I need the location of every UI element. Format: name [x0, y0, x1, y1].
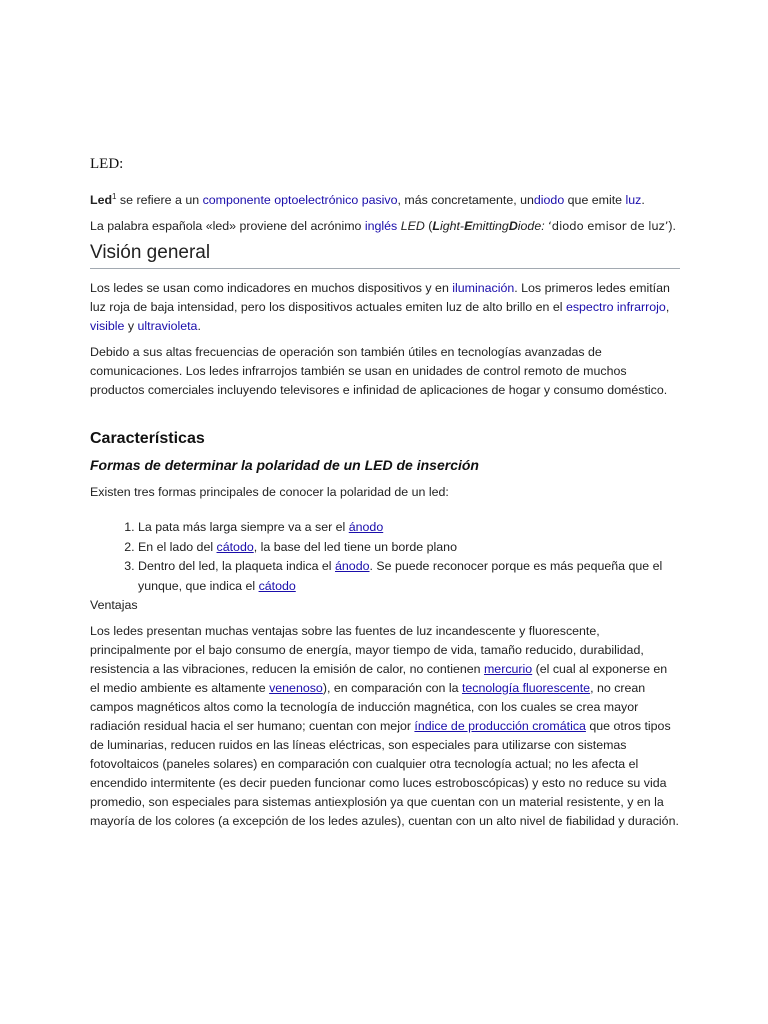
vision-paragraph-1	[90, 279, 680, 336]
intro-paragraph-1	[90, 191, 680, 210]
document-title: LED:	[90, 156, 124, 172]
link-anodo[interactable]: ánodo	[335, 559, 370, 573]
list-item	[138, 518, 680, 538]
letter-d: D	[508, 219, 518, 233]
text: .	[641, 193, 645, 207]
heading-vision-general: Visión general	[90, 242, 680, 269]
polaridad-intro: Existen tres formas principales de conocer la polaridad de un led:	[90, 485, 449, 499]
text: ight-	[439, 219, 465, 233]
letter-l: L	[432, 219, 440, 233]
text: . Se puede reconocer porque es más pequeña que el yunque, que indica el	[138, 559, 663, 593]
text: En el lado del	[138, 539, 217, 554]
link-luz[interactable]: luz	[625, 193, 642, 207]
text: (	[424, 219, 433, 233]
text: ), en comparación con la	[322, 681, 462, 695]
vision-paragraph-2: Debido a sus altas frecuencias de operación son también útiles en tecnologías avanzadas de comunicaciones. Los ledes infrarrojos también se usan en unidades de control remoto de muchos productos comerciales incluyendo televisores e infinidad de aplicaciones de hogar y consumo doméstico.	[90, 345, 668, 397]
gloss: ‘diodo emisor de luz’	[548, 219, 669, 233]
intro-paragraph-2	[90, 217, 680, 236]
heading-caracteristicas: Características	[90, 430, 205, 447]
link-tecnologia-fluorescente[interactable]: tecnología fluorescente	[461, 681, 591, 695]
link-ultravioleta[interactable]: ultravioleta	[137, 319, 198, 333]
polaridad-list	[90, 518, 680, 596]
link-visible[interactable]: visible	[90, 319, 125, 333]
link-diodo[interactable]: diodo	[533, 193, 565, 207]
text: . Los primeros ledes emitían luz roja de baja intensidad, pero los dispositivos actuales emiten luz de alto brillo en el	[90, 281, 670, 314]
text: , más concretamente, un	[397, 193, 534, 207]
text: y	[124, 319, 138, 333]
term-led: Led	[90, 193, 113, 207]
text: , la base del led tiene un borde plano	[253, 539, 457, 554]
text: .	[197, 319, 201, 333]
subheading-polaridad: Formas de determinar la polaridad de un LED de inserción	[90, 457, 479, 473]
text: , no crean campos magnéticos altos como la tecnología de inducción magnética, con los cuales se crea mayor radiación residual hacia el ser humano; cuentan con mejor	[90, 681, 646, 733]
link-ingles[interactable]: inglés	[364, 219, 398, 233]
link-componente-optoelectronico[interactable]: componente optoelectrónico pasivo	[202, 193, 398, 207]
text: La palabra española «led» proviene del acrónimo	[90, 219, 365, 233]
acronym-led: LED	[400, 219, 425, 233]
list-item	[138, 538, 680, 558]
ventajas-label: Ventajas	[90, 598, 138, 612]
link-catodo[interactable]: cátodo	[258, 578, 296, 593]
text: ).	[668, 219, 676, 233]
text: Los ledes presentan muchas ventajas sobre las fuentes de luz incandescente y fluorescente, principalmente por el bajo consumo de energía, mayor tiempo de vida, tamaño reducido, durabilidad, resistencia a las vibraciones, reducen la emisión de calor, no contienen	[90, 624, 644, 676]
link-mercurio[interactable]: mercurio	[483, 662, 533, 676]
text: que emite	[564, 193, 626, 207]
link-indice-produccion-cromatica[interactable]: índice de producción cromática	[414, 719, 586, 733]
text: que otros tipos de luminarias, reducen ruidos en las líneas eléctricas, son especiales para utilizarse con sistemas fotovoltaicos (paneles solares) en comparación con cualquier otra tecnología actual; no les afecta el encendido intermitente (es decir pueden funcionar como luces estroboscópicas) y esto no reduce su vida promedio, son especiales para sistemas antiexplosión ya que cuentan con un material resistente, y en la mayoría de los colores (a excepción de los ledes azules), cuentan con un alto nivel de fiabilidad y duración.	[90, 719, 679, 828]
list-item	[138, 557, 680, 596]
text: (el cual al exponerse en el medio ambiente es altamente	[90, 662, 668, 695]
text: mitting	[472, 219, 509, 233]
text: se refiere a un	[116, 193, 203, 207]
text: ,	[665, 300, 670, 314]
text: Los ledes se usan como indicadores en muchos dispositivos y en	[90, 281, 453, 295]
text: La pata más larga siempre va a ser el	[138, 520, 349, 534]
link-catodo[interactable]: cátodo	[216, 539, 254, 554]
link-anodo[interactable]: ánodo	[348, 520, 384, 534]
link-venenoso[interactable]: venenoso	[269, 681, 323, 695]
ventajas-paragraph	[90, 622, 680, 831]
letter-e: E	[464, 219, 473, 233]
reference-1[interactable]: 1	[112, 191, 117, 201]
text: Dentro del led, la plaqueta indica el	[138, 559, 336, 573]
link-iluminacion[interactable]: iluminación	[452, 281, 515, 295]
text: iode:	[517, 219, 545, 233]
link-espectro-infrarrojo[interactable]: espectro infrarrojo	[565, 300, 666, 314]
